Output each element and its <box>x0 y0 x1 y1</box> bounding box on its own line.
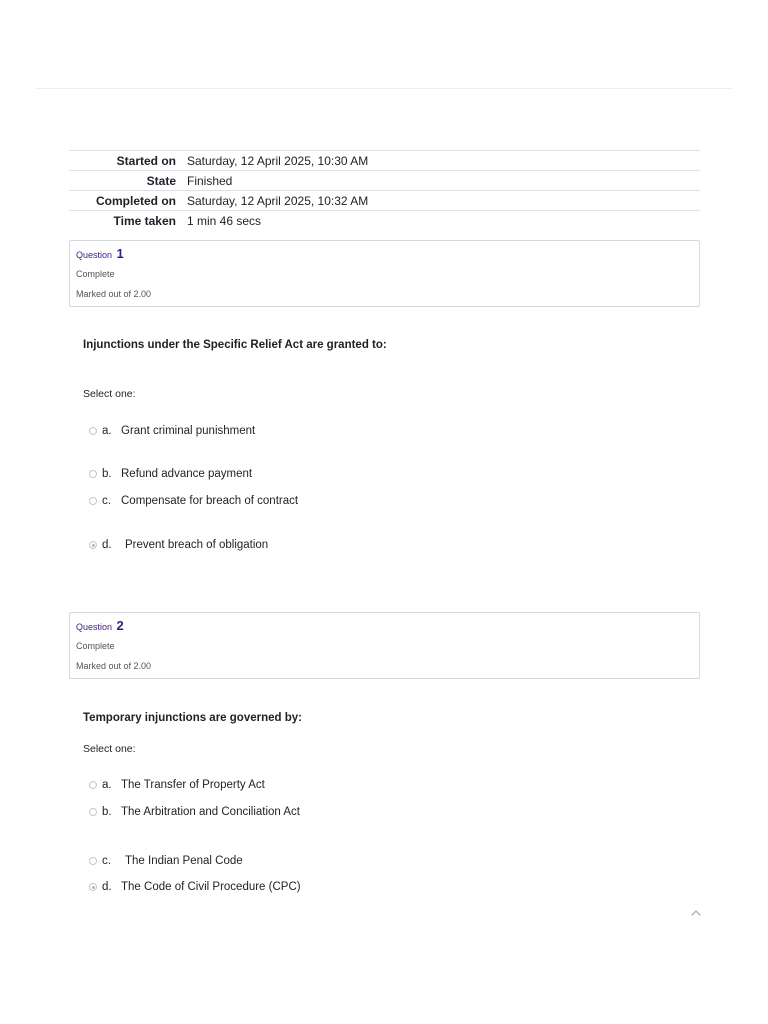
answer-letter: d. <box>102 881 112 893</box>
question-info-box <box>69 612 700 679</box>
radio-button[interactable] <box>89 857 97 865</box>
answer-letter: d. <box>102 539 112 551</box>
question-number <box>76 618 124 633</box>
answer-option[interactable] <box>89 466 252 482</box>
answer-option-selected[interactable] <box>89 537 268 553</box>
summary-value: Saturday, 12 April 2025, 10:30 AM <box>187 151 700 171</box>
question-grade: Marked out of 2.00 <box>76 289 152 299</box>
header-divider <box>35 88 733 89</box>
answer-text: Grant criminal punishment <box>121 425 256 437</box>
question-state: Complete <box>76 641 115 651</box>
answer-letter: b. <box>102 468 112 480</box>
summary-row-time-taken <box>69 211 700 231</box>
radio-button[interactable] <box>89 781 97 789</box>
question-prefix: Question <box>76 250 113 260</box>
radio-button[interactable] <box>89 497 97 505</box>
answer-option[interactable] <box>89 804 300 820</box>
summary-label: Time taken <box>69 211 187 231</box>
answer-option[interactable] <box>89 423 255 439</box>
radio-button[interactable] <box>89 470 97 478</box>
answer-text: Compensate for breach of contract <box>121 495 299 507</box>
answer-text: The Code of Civil Procedure (CPC) <box>121 881 301 893</box>
summary-label: Started on <box>69 151 187 171</box>
question-state: Complete <box>76 269 115 279</box>
chevron-up-icon[interactable] <box>688 905 704 921</box>
answer-text: Refund advance payment <box>121 468 253 480</box>
summary-label: Completed on <box>69 191 187 211</box>
question-number <box>76 246 124 261</box>
answer-letter: c. <box>102 495 111 507</box>
radio-button[interactable] <box>89 427 97 435</box>
question-prefix: Question <box>76 622 113 632</box>
answer-letter: b. <box>102 806 112 818</box>
radio-button-checked[interactable] <box>89 883 97 891</box>
answer-text: The Arbitration and Conciliation Act <box>121 806 300 818</box>
answer-option-selected[interactable] <box>89 879 301 895</box>
question-number-value: 2 <box>116 618 124 633</box>
summary-row-started <box>69 151 700 171</box>
answer-option[interactable] <box>89 853 243 869</box>
summary-value: Finished <box>187 171 700 191</box>
answer-option[interactable] <box>89 493 298 509</box>
answer-text: Prevent breach of obligation <box>125 539 269 551</box>
question-number-value: 1 <box>116 246 124 261</box>
summary-label: State <box>69 171 187 191</box>
answer-text: The Indian Penal Code <box>125 855 243 867</box>
radio-button[interactable] <box>89 808 97 816</box>
answer-option[interactable] <box>89 777 265 793</box>
radio-button-checked[interactable] <box>89 541 97 549</box>
question-info-box <box>69 240 700 307</box>
attempt-summary-table <box>69 150 700 230</box>
answer-letter: a. <box>102 779 112 791</box>
question-text: Injunctions under the Specific Relief Act are granted to: <box>83 339 387 351</box>
select-one-prompt: Select one: <box>83 388 136 400</box>
summary-value: 1 min 46 secs <box>187 211 700 231</box>
question-text: Temporary injunctions are governed by: <box>83 712 302 724</box>
summary-row-state <box>69 171 700 191</box>
answer-text: The Transfer of Property Act <box>121 779 265 791</box>
summary-row-completed <box>69 191 700 211</box>
question-grade: Marked out of 2.00 <box>76 661 152 671</box>
summary-value: Saturday, 12 April 2025, 10:32 AM <box>187 191 700 211</box>
select-one-prompt: Select one: <box>83 743 136 755</box>
answer-letter: c. <box>102 855 111 867</box>
answer-letter: a. <box>102 425 112 437</box>
